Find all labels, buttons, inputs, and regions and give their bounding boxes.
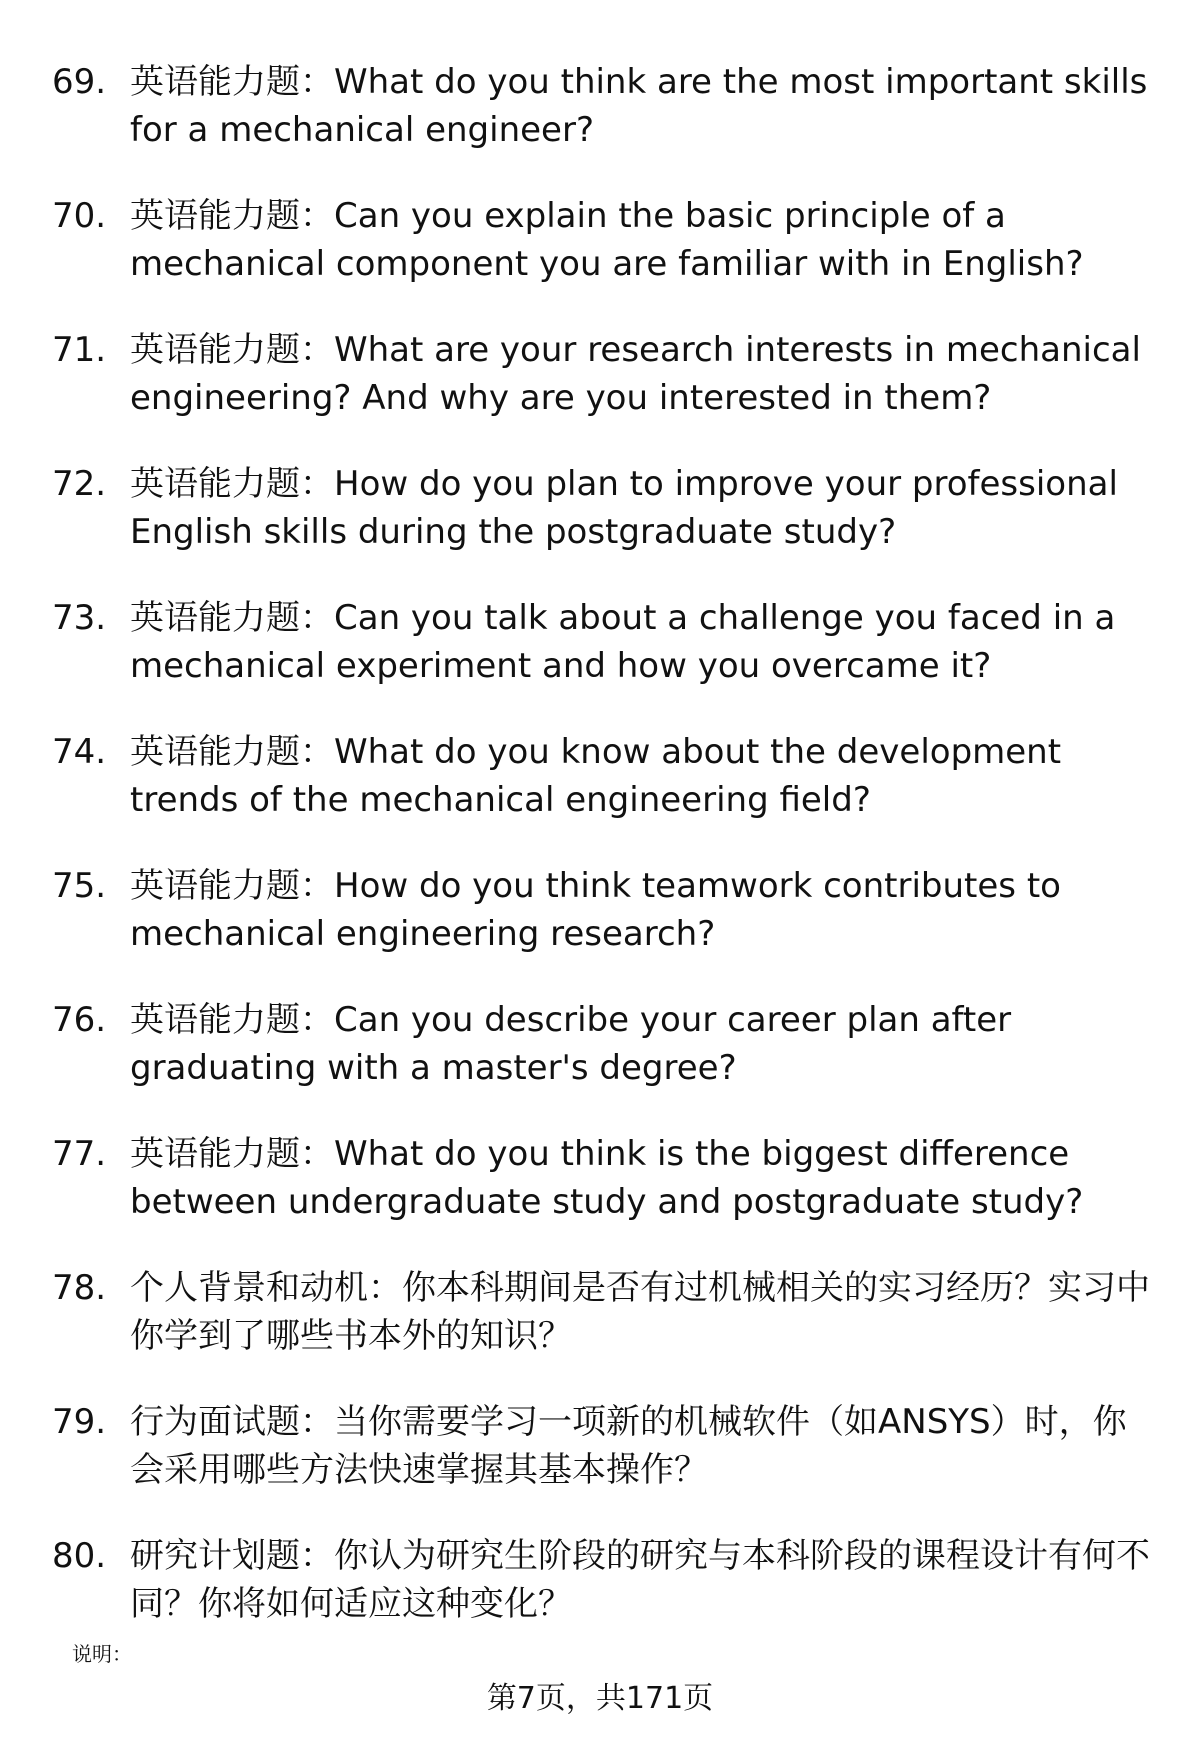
- question-text: 英语能力题：Can you talk about a challenge you faced in a mechanical experiment and how you overcame it?: [130, 598, 1116, 686]
- question-item-79: [52, 1398, 1152, 1494]
- question-item-80: [52, 1532, 1152, 1628]
- question-text: 英语能力题：What are your research interests in mechanical engineering? And why are you interested in them?: [130, 330, 1141, 418]
- question-text: 英语能力题：What do you think is the biggest difference between undergraduate study and postgraduate study?: [130, 1134, 1084, 1222]
- question-item-75: [52, 862, 1152, 958]
- question-item-70: [52, 192, 1152, 288]
- question-item-78: [52, 1264, 1152, 1360]
- question-text: 英语能力题：What do you know about the development trends of the mechanical engineering field?: [130, 732, 1062, 820]
- question-text: 行为面试题：当你需要学习一项新的机械软件（如ANSYS）时，你会采用哪些方法快速掌握其基本操作？: [130, 1402, 1127, 1490]
- question-item-73: [52, 594, 1152, 690]
- question-item-76: [52, 996, 1152, 1092]
- question-text: 英语能力题：Can you explain the basic principle of a mechanical component you are familiar with in English?: [130, 196, 1084, 284]
- question-item-71: [52, 326, 1152, 422]
- question-text: 英语能力题：Can you describe your career plan after graduating with a master's degree?: [130, 1000, 1012, 1088]
- note-label: 说明：: [72, 1642, 132, 1666]
- question-item-77: [52, 1130, 1152, 1226]
- question-text: 英语能力题：What do you think are the most important skills for a mechanical engineer?: [130, 62, 1148, 150]
- question-number: 76.: [52, 1000, 107, 1040]
- question-number: 73.: [52, 598, 107, 638]
- question-text: 研究计划题：你认为研究生阶段的研究与本科阶段的课程设计有何不同？你将如何适应这种变化？: [130, 1536, 1150, 1624]
- question-number: 69.: [52, 62, 107, 102]
- question-text: 个人背景和动机：你本科期间是否有过机械相关的实习经历？实习中你学到了哪些书本外的知识？: [130, 1268, 1150, 1356]
- question-item-74: [52, 728, 1152, 824]
- page-footer: 第7页，共171页: [486, 1681, 714, 1716]
- question-number: 79.: [52, 1402, 107, 1442]
- question-number: 71.: [52, 330, 107, 370]
- question-number: 80.: [52, 1536, 107, 1576]
- question-number: 74.: [52, 732, 107, 772]
- question-number: 70.: [52, 196, 107, 236]
- question-number: 78.: [52, 1268, 107, 1308]
- question-item-69: [52, 58, 1152, 154]
- question-item-72: [52, 460, 1152, 556]
- question-number: 77.: [52, 1134, 107, 1174]
- question-number: 72.: [52, 464, 107, 504]
- question-list: [52, 58, 1152, 1666]
- question-number: 75.: [52, 866, 107, 906]
- question-text: 英语能力题：How do you plan to improve your professional English skills during the postgraduate study?: [130, 464, 1118, 552]
- question-text: 英语能力题：How do you think teamwork contributes to mechanical engineering research?: [130, 866, 1061, 954]
